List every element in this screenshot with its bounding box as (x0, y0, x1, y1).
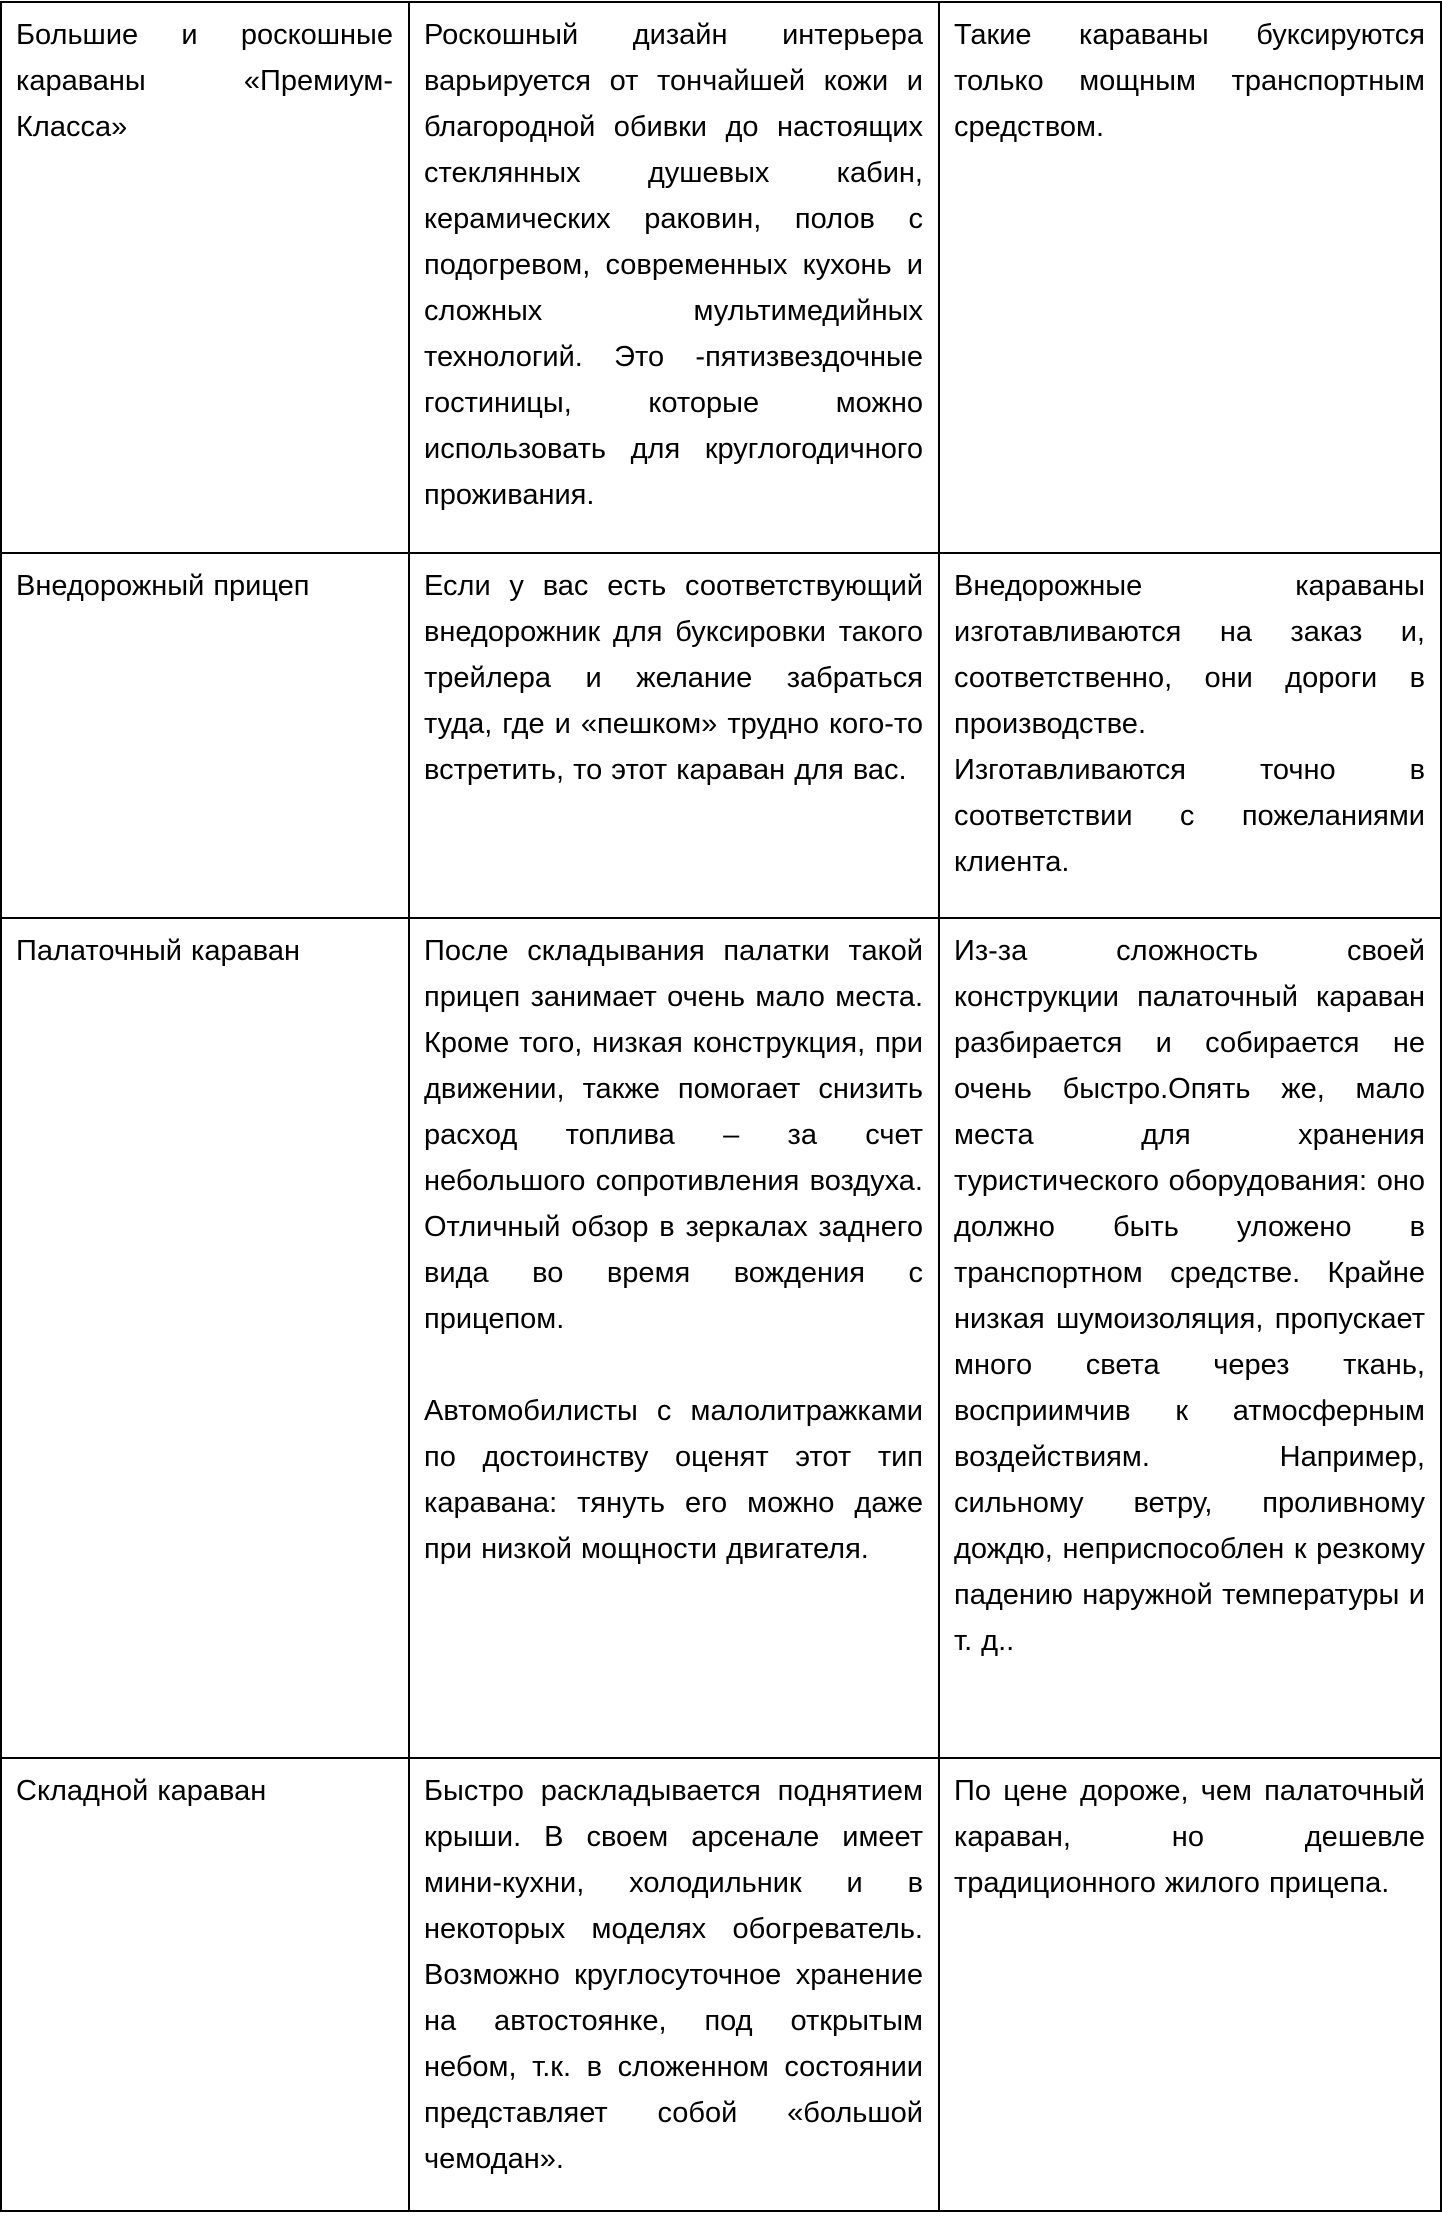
paragraph: Быстро раскладывается поднятием крыши. В своем арсенале имеет мини-кухни, холодильник и в некоторых моделях обогреватель. Возможно круглосуточное хранение на автостоянке, под открытым небом, т.к. в сложенном состоянии представляет собой «большой чемодан». (424, 1775, 923, 2175)
paragraph: По цене дороже, чем палаточный караван, но дешевле традиционного жилого прицепа. (954, 1775, 1425, 1899)
paragraph: Внедорожный прицеп (16, 570, 310, 602)
type-cell (1, 1758, 409, 2211)
paragraph: Из-за сложность своей конструкции палаточный караван разбирается и собирается не очень быстро.Опять же, мало места для хранения туристического оборудования: оно должно быть уложено в транспортном средстве. Крайне низкая шумоизоляция, пропускает много света через ткань, восприимчив к атмосферным воздействиям. Например, сильному ветру, проливному дождю, неприспособлен к резкому падению наружной температуры и т. д.. (954, 935, 1425, 1657)
table-row (1, 553, 1441, 918)
paragraph: Такие караваны буксируются только мощным транспортным средством. (954, 19, 1425, 143)
paragraph: Автомобилисты с малолитражками по достоинству оценят этот тип каравана: тянуть его можно даже при низкой мощности двигателя. (424, 1395, 923, 1565)
paragraph: Большие и роскошные караваны «Премиум-Класса» (16, 19, 393, 143)
description-cell (409, 2, 939, 553)
caravan-comparison-table (0, 1, 1442, 2212)
notes-cell (939, 1758, 1441, 2211)
table-row (1, 918, 1441, 1758)
type-cell (1, 2, 409, 553)
paragraph: Изготавливаются точно в соответствии с пожеланиями клиента. (954, 754, 1425, 878)
paragraph: После складывания палатки такой прицеп занимает очень мало места. Кроме того, низкая конструкция, при движении, также помогает снизить расход топлива – за счет небольшого сопротивления воздуха. Отличный обзор в зеркалах заднего вида во время вождения с прицепом. (424, 935, 923, 1335)
notes-cell (939, 2, 1441, 553)
table-row (1, 1758, 1441, 2211)
notes-cell (939, 553, 1441, 918)
paragraph: Если у вас есть соответствующий внедорожник для буксировки такого трейлера и желание забраться туда, где и «пешком» трудно кого-то встретить, то этот караван для вас. (424, 570, 923, 786)
notes-cell (939, 918, 1441, 1758)
paragraph: Палаточный караван (16, 935, 300, 967)
type-cell (1, 918, 409, 1758)
description-cell (409, 918, 939, 1758)
type-cell (1, 553, 409, 918)
table-row (1, 2, 1441, 553)
paragraph: Роскошный дизайн интерьера варьируется от тончайшей кожи и благородной обивки до настоящих стеклянных душевых кабин, керамических раковин, полов с подогревом, современных кухонь и сложных мультимедийных технологий. Это -пятизвездочные гостиницы, которые можно использовать для круглогодичного проживания. (424, 19, 923, 511)
paragraph: Складной караван (16, 1775, 267, 1807)
paragraph: Внедорожные караваны изготавливаются на заказ и, соответственно, они дороги в производстве. (954, 570, 1425, 740)
description-cell (409, 553, 939, 918)
description-cell (409, 1758, 939, 2211)
